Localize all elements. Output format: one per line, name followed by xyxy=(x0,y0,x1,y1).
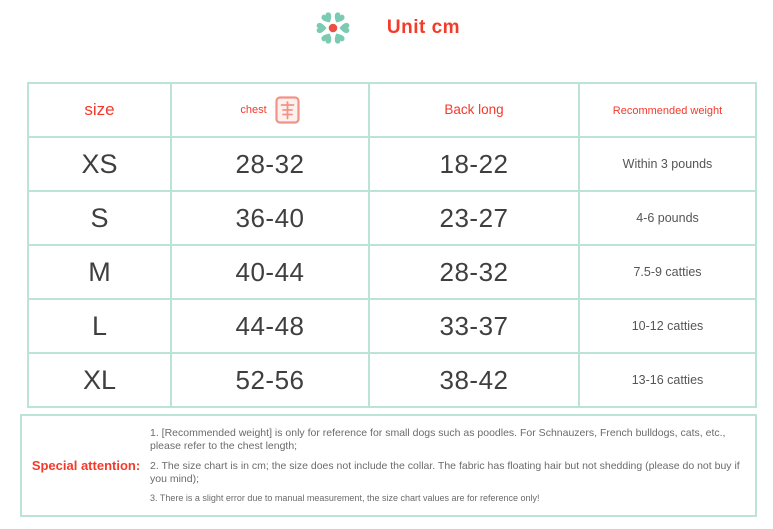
size-cell: L xyxy=(28,299,171,353)
weight-cell: Within 3 pounds xyxy=(579,137,756,191)
back-long-cell: 28-32 xyxy=(369,245,579,299)
column-header-back-long-label: Back long xyxy=(444,102,504,117)
special-attention-label: Special attention: xyxy=(31,458,141,473)
column-header-chest-label: chest xyxy=(240,104,267,116)
column-header-recommended-weight-label: Recommended weight xyxy=(612,105,723,117)
special-attention-section xyxy=(20,414,757,517)
column-header-recommended-weight xyxy=(579,83,756,137)
column-header-chest xyxy=(171,83,369,137)
table-row-l xyxy=(28,299,756,353)
special-attention-notes xyxy=(150,416,755,515)
note-item-1: 1. [Recommended weight] is only for reference for small dogs such as poodles. For Schnauzers, French bulldogs, cats, etc., please refer to the chest length; xyxy=(150,427,726,453)
back-long-cell: 18-22 xyxy=(369,137,579,191)
chest-cell: 40-44 xyxy=(171,245,369,299)
back-long-cell: 33-37 xyxy=(369,299,579,353)
unit-title: Unit cm xyxy=(386,17,461,38)
weight-cell: 10-12 catties xyxy=(579,299,756,353)
weight-cell: 7.5-9 catties xyxy=(579,245,756,299)
flower-icon xyxy=(313,8,353,48)
size-cell: M xyxy=(28,245,171,299)
table-row-s xyxy=(28,191,756,245)
table-row-xs xyxy=(28,137,756,191)
chest-cell: 28-32 xyxy=(171,137,369,191)
size-table xyxy=(27,82,757,408)
chest-cell: 36-40 xyxy=(171,191,369,245)
back-long-cell: 23-27 xyxy=(369,191,579,245)
column-header-size-label: size xyxy=(84,100,115,119)
note-item-3: 3. There is a slight error due to manual measurement, the size chart values are for reference only! xyxy=(150,492,540,503)
size-cell: XL xyxy=(28,353,171,407)
table-header-row xyxy=(28,83,756,137)
chest-cell: 44-48 xyxy=(171,299,369,353)
chest-circumference-stamp-icon xyxy=(275,96,300,124)
column-header-back-long xyxy=(369,83,579,137)
note-item-2: 2. The size chart is in cm; the size does not include the collar. The fabric has floating hair but not shedding (please do not buy if you mind); xyxy=(150,460,740,485)
size-cell: S xyxy=(28,191,171,245)
chest-cell: 52-56 xyxy=(171,353,369,407)
table-row-xl xyxy=(28,353,756,407)
size-cell: XS xyxy=(28,137,171,191)
weight-cell: 13-16 catties xyxy=(579,353,756,407)
page-header xyxy=(0,6,773,50)
weight-cell: 4-6 pounds xyxy=(579,191,756,245)
back-long-cell: 38-42 xyxy=(369,353,579,407)
table-row-m xyxy=(28,245,756,299)
column-header-size xyxy=(28,83,171,137)
